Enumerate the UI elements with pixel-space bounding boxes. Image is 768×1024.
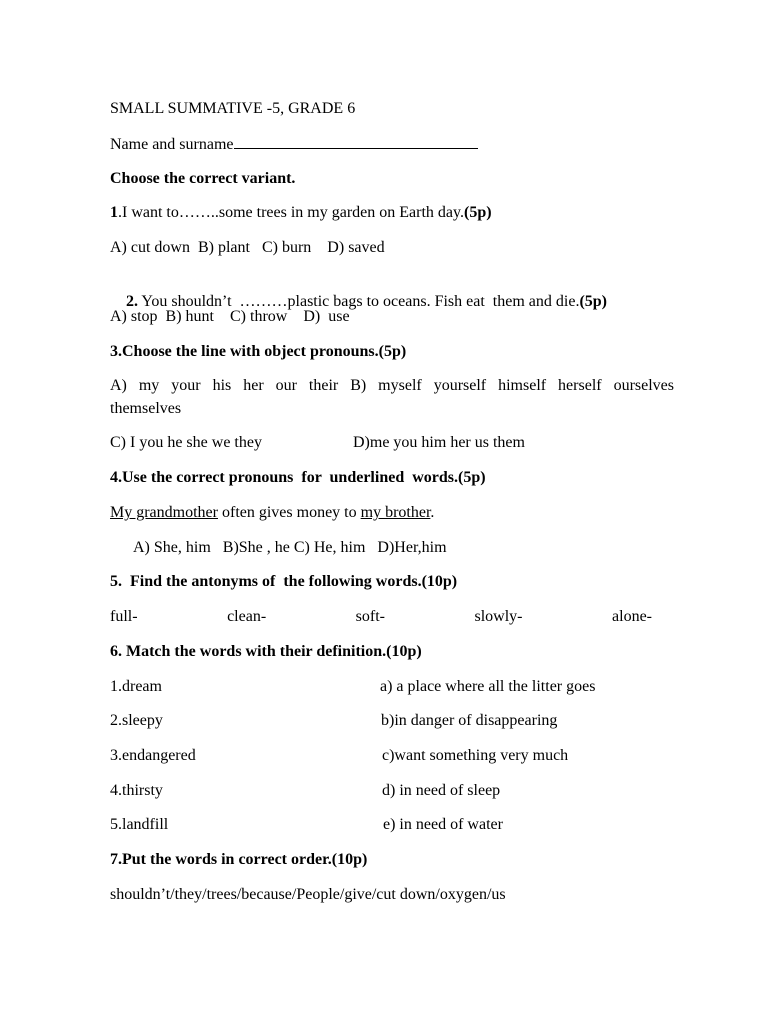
question-4-options: A) She, him B)She , he C) He, him D)Her,him — [133, 539, 447, 556]
question-5-title: 5. Find the antonyms of the following words.(10p) — [110, 573, 458, 590]
match-word: 5.landfill — [110, 816, 169, 833]
name-field — [110, 134, 478, 155]
match-definition: e) in need of water — [383, 816, 503, 833]
question-2-number: 2. — [126, 293, 138, 310]
antonym-word: soft- — [355, 608, 385, 625]
question-4-sentence — [110, 503, 434, 523]
question-3-number: 3 — [110, 343, 118, 360]
question-7-title: 7.Put the words in correct order.(10p) — [110, 851, 368, 868]
question-3-options-ab: A) my your his her our their B) myself yourself himself herself ourselves — [110, 377, 674, 394]
question-3 — [110, 342, 406, 362]
instruction: Choose the correct variant. — [110, 170, 296, 187]
match-definition: a) a place where all the litter goes — [380, 678, 596, 695]
question-1 — [110, 203, 492, 223]
question-2-options: A) stop B) hunt C) throw D) use — [110, 308, 350, 325]
antonym-word: alone- — [612, 608, 652, 625]
match-word: 4.thirsty — [110, 782, 163, 799]
question-2-text: You shouldn’t ………plastic bags to oceans. Fish eat them and die. — [138, 293, 580, 310]
sentence-middle: often gives money to — [217, 504, 361, 521]
question-7-words: shouldn’t/they/trees/because/People/give/cut down/oxygen/us — [110, 886, 506, 903]
antonym-word: clean- — [227, 608, 267, 625]
underlined-brother: my brother — [360, 504, 431, 521]
antonym-words-row — [110, 607, 652, 627]
match-word: 2.sleepy — [110, 712, 163, 729]
antonym-word: full- — [110, 608, 138, 625]
question-1-number: 1 — [110, 204, 118, 221]
match-definition: c)want something very much — [382, 747, 569, 764]
question-1-options: A) cut down B) plant C) burn D) saved — [110, 239, 385, 256]
question-3-option-d: D)me you him her us them — [353, 434, 525, 451]
question-3-text: .Choose the line with object pronouns.(5p) — [118, 343, 407, 360]
match-definition: b)in danger of disappearing — [381, 712, 558, 729]
question-3-options-ab-cont: themselves — [110, 400, 182, 417]
question-3-option-c: C) I you he she we they — [110, 434, 262, 451]
name-label: Name and surname — [110, 136, 234, 153]
name-blank-line — [234, 134, 478, 149]
underlined-grandmother: My grandmother — [110, 504, 218, 521]
match-word: 1.dream — [110, 678, 162, 695]
antonym-word: slowly- — [474, 608, 523, 625]
question-4-title: 4.Use the correct pronouns for underlined words.(5p) — [110, 469, 486, 486]
worksheet-title: SMALL SUMMATIVE -5, GRADE 6 — [110, 100, 356, 117]
question-1-points: (5p) — [463, 204, 492, 221]
match-word: 3.endangered — [110, 747, 196, 764]
question-2-points: (5p) — [579, 293, 608, 310]
question-1-text: .I want to……..some trees in my garden on Earth day. — [118, 204, 464, 221]
sentence-end: . — [430, 504, 435, 521]
question-6-title: 6. Match the words with their definition.(10p) — [110, 643, 422, 660]
match-definition: d) in need of sleep — [382, 782, 501, 799]
